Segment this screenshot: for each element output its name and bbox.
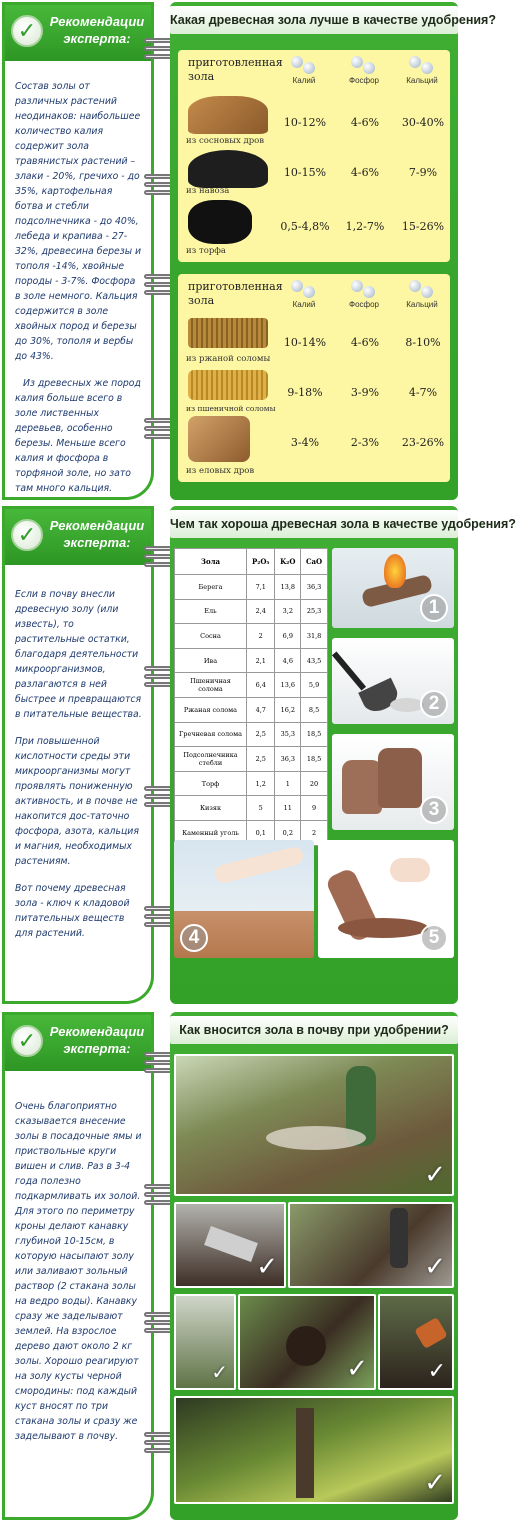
table-body (175, 575, 328, 846)
ash-row (178, 146, 450, 198)
table-cell: Кизяк (175, 796, 247, 821)
phosphorus-value: 1,2-7% (345, 220, 385, 233)
step-number: 3 (420, 796, 448, 824)
sidebar-expert (2, 506, 154, 1004)
calcium-value: 30-40% (401, 116, 445, 129)
table-row (175, 648, 328, 673)
potassium-value: 9-18% (287, 386, 323, 399)
column-header: K₂O (275, 549, 301, 575)
ash-row (178, 90, 450, 146)
sidebar-paragraph: Если в почву внесли древесную золу (или известь), то растительные остатки, благодаря деятельности микроорганизмов, разлагаются в ней быстрее и превращаются в питательные вещества. (15, 589, 142, 720)
element-header: Фосфор (334, 56, 394, 85)
potassium-value: 10-14% (283, 336, 327, 349)
check-badge-icon: ✓ (11, 15, 43, 47)
sidebar-header (5, 509, 151, 565)
phosphorus-value: 3-9% (350, 386, 380, 399)
photo-tree-base (174, 1396, 454, 1504)
table-row (175, 771, 328, 796)
table-cell: 2,1 (247, 648, 275, 673)
element-header: Калий (274, 56, 334, 85)
panel-ash-benefits (2, 506, 516, 1004)
table-cell: 13,8 (275, 575, 301, 600)
molecule-icon (351, 280, 377, 298)
table-cell: 2,5 (247, 722, 275, 747)
table-cell: 1 (275, 771, 301, 796)
calcium-value: 7-9% (408, 166, 438, 179)
checkmark-icon: ✓ (424, 1160, 446, 1190)
element-header: Кальций (392, 280, 452, 309)
main-content (170, 2, 496, 500)
molecule-icon (351, 56, 377, 74)
ash-source: из еловых дров (186, 466, 255, 476)
checkmark-icon: ✓ (424, 1252, 446, 1282)
table-cell: 35,3 (275, 722, 301, 747)
table-row (175, 747, 328, 772)
element-header: Калий (274, 280, 334, 309)
potassium-value: 3-4% (290, 436, 320, 449)
table-header-row (175, 549, 328, 575)
table-cell: Сосна (175, 624, 247, 649)
table-cell: 6,4 (247, 673, 275, 698)
photo-sprinkling-ash (174, 1054, 454, 1196)
table-cell: 5,9 (301, 673, 328, 698)
calcium-value: 23-26% (401, 436, 445, 449)
table-cell: Берега (175, 575, 247, 600)
sidebar-text (15, 79, 143, 508)
table-cell: 2 (247, 624, 275, 649)
table-row (175, 575, 328, 600)
checkmark-icon: ✓ (346, 1354, 368, 1384)
table-row (175, 599, 328, 624)
prepared-label: приготовленная зола (188, 280, 283, 307)
molecule-icon (291, 56, 317, 74)
phosphorus-value: 4-6% (350, 116, 380, 129)
main-content (170, 1012, 458, 1520)
table-cell: 16,2 (275, 697, 301, 722)
panel-ash-application (2, 1012, 458, 1520)
step-number: 5 (420, 924, 448, 952)
photo-boots-digging (288, 1202, 454, 1288)
table-cell: 11 (275, 796, 301, 821)
table-cell: 31,8 (301, 624, 328, 649)
table-cell: 2 (301, 820, 328, 845)
potassium-value: 10-15% (283, 166, 327, 179)
page-title: Какая древесная зола лучше в качестве удобрения? (170, 6, 458, 34)
ash-card-2 (178, 274, 450, 482)
molecule-icon (409, 56, 435, 74)
step-tile-burning (332, 548, 454, 628)
molecule-icon (409, 280, 435, 298)
ash-source: из навоза (186, 186, 230, 196)
sidebar-header (5, 1015, 151, 1071)
table-cell: Торф (175, 771, 247, 796)
table-row (175, 722, 328, 747)
table-cell: 2,4 (247, 599, 275, 624)
calcium-value: 4-7% (408, 386, 438, 399)
phosphorus-value: 4-6% (350, 336, 380, 349)
ash-source: из пшеничной соломы (186, 404, 276, 413)
phosphorus-value: 4-6% (350, 166, 380, 179)
table-row (175, 624, 328, 649)
table-row (175, 697, 328, 722)
table-cell: 3,2 (275, 599, 301, 624)
table-cell: 4,6 (275, 648, 301, 673)
sidebar-paragraph: При повышенной кислотности среды эти микроорганизмы могут проявлять пониженную активность, и в почве не накопится дос-таточно фосфора, азота, кальция и магния, необходимых растениям. (15, 736, 139, 867)
step-number: 4 (180, 924, 208, 952)
element-header: Фосфор (334, 280, 394, 309)
ash-card-1 (178, 50, 450, 262)
sidebar-text (15, 587, 143, 953)
table-cell: Гречневая солома (175, 722, 247, 747)
potassium-value: 10-12% (283, 116, 327, 129)
ash-composition-table (174, 548, 328, 846)
step-number: 1 (420, 594, 448, 622)
calcium-value: 8-10% (405, 336, 441, 349)
table-cell: 43,5 (301, 648, 328, 673)
step-tile-shovel (332, 638, 454, 724)
table-cell: 36,3 (301, 575, 328, 600)
firewood-image (188, 96, 268, 134)
checkmark-icon: ✓ (211, 1360, 228, 1384)
table-cell: 18,5 (301, 722, 328, 747)
table-row (175, 796, 328, 821)
table-row (175, 673, 328, 698)
ash-row (178, 416, 450, 480)
table-cell: 0,1 (247, 820, 275, 845)
photo-pot-pouring (378, 1294, 454, 1390)
page-title: Чем так хороша древесная зола в качестве удобрения? (170, 510, 458, 538)
checkmark-icon: ✓ (424, 1468, 446, 1498)
peat-ash-image (188, 200, 252, 244)
ash-row (178, 314, 450, 366)
ash-row (178, 198, 450, 260)
column-header: Зола (175, 549, 247, 575)
check-badge-icon: ✓ (11, 519, 43, 551)
table-cell: 4,7 (247, 697, 275, 722)
table-cell: 20 (301, 771, 328, 796)
photo-trowel (174, 1202, 286, 1288)
table-cell: 25,3 (301, 599, 328, 624)
ash-row (178, 368, 450, 414)
rye-straw-image (188, 318, 268, 348)
manure-ash-image (188, 150, 268, 188)
table-cell: Ржаная солома (175, 697, 247, 722)
table-cell: 9 (301, 796, 328, 821)
table-cell: 0,2 (275, 820, 301, 845)
step-tile-planting (318, 840, 454, 958)
column-header: CaO (301, 549, 328, 575)
sidebar-paragraph: Очень благоприятно сказывается внесение золы в посадочные ямы и приствольные круги вишен и слив. Раз в 3-4 года полезно подкармливать их золой. Для этого по периметру кроны делают канавку глубиной 10-15см, в которую насыпают золу или заливают зольный раствор (2 стакана золы на ведро воды). Канавку сразу же заделывают землей. На взрослое дерево дают около 2 кг золы. Хорошо реагируют на золу кусты черной смородины: под каждый куст вносят по три стакана золы и сразу же заделывают в почву. (15, 1101, 142, 1442)
table-cell: 5 (247, 796, 275, 821)
prepared-label: приготовленная зола (188, 56, 283, 83)
table-cell: 8,5 (301, 697, 328, 722)
spruce-wood-image (188, 416, 250, 462)
ash-source: из сосновых дров (186, 136, 265, 146)
expert-title: Рекомендации эксперта: (49, 1024, 145, 1056)
table-cell: 13,6 (275, 673, 301, 698)
sidebar-paragraph: Вот почему древесная зола - ключ к кладовой питательных веществ для растений. (15, 883, 130, 939)
calcium-value: 15-26% (401, 220, 445, 233)
expert-title: Рекомендации эксперта: (49, 518, 145, 550)
sidebar-paragraph: Состав золы от различных растений неодинаков: наибольшее количество калия содержит зола травянистых растений – злаки - 20%, гречихо - до 35%, картофельная ботва и стебли подсолнечника - до 40%, лебеда и крапива - 27-32%, древесина березы и тополя -14%, хвойные породы - 3-7%. Фосфора в золе немного. Кальция содержится в золе хвойных пород и березы до 30%, тополя и вербы до 43%. (15, 81, 142, 362)
checkmark-icon: ✓ (427, 1359, 446, 1384)
photo-hands-soil (174, 1294, 236, 1390)
table-cell: 1,2 (247, 771, 275, 796)
element-header: Кальций (392, 56, 452, 85)
page-title: Как вносится зола в почву при удобрении? (170, 1016, 458, 1044)
table-cell: Ель (175, 599, 247, 624)
checkmark-icon: ✓ (256, 1252, 278, 1282)
table-cell: 7,1 (247, 575, 275, 600)
ash-source: из торфа (186, 246, 226, 256)
step-number: 2 (420, 690, 448, 718)
table-cell: 36,3 (275, 747, 301, 772)
molecule-icon (291, 280, 317, 298)
check-badge-icon: ✓ (11, 1025, 43, 1057)
sidebar-header (5, 5, 151, 61)
panel-ash-types (2, 2, 496, 500)
table-cell: 6,9 (275, 624, 301, 649)
wheat-straw-image (188, 370, 268, 400)
table-cell: Подсолнечника стебли (175, 747, 247, 772)
sidebar-text (15, 1099, 143, 1456)
table-cell: Ива (175, 648, 247, 673)
sidebar-paragraph: Из древесных же пород калия больше всего в золе лиственных деревьев, особенно березы. Меньше всего калия и фосфора в торфяной золе, но зато там много кальция. (15, 378, 141, 494)
ash-source: из ржаной соломы (186, 354, 271, 364)
step-tile-sprinkling (174, 840, 314, 958)
table-cell: Каменный уголь (175, 820, 247, 845)
step-tile-sacks (332, 734, 454, 830)
table-cell: 2,5 (247, 747, 275, 772)
table-cell: Пшеничная солома (175, 673, 247, 698)
sidebar-expert (2, 1012, 154, 1520)
phosphorus-value: 2-3% (350, 436, 380, 449)
photo-planting-hole (238, 1294, 376, 1390)
main-content (170, 506, 516, 1004)
table-cell: 18,5 (301, 747, 328, 772)
sidebar-expert (2, 2, 154, 500)
expert-title: Рекомендации эксперта: (49, 14, 145, 46)
potassium-value: 0,5-4,8% (280, 220, 330, 233)
column-header: P₂O₅ (247, 549, 275, 575)
